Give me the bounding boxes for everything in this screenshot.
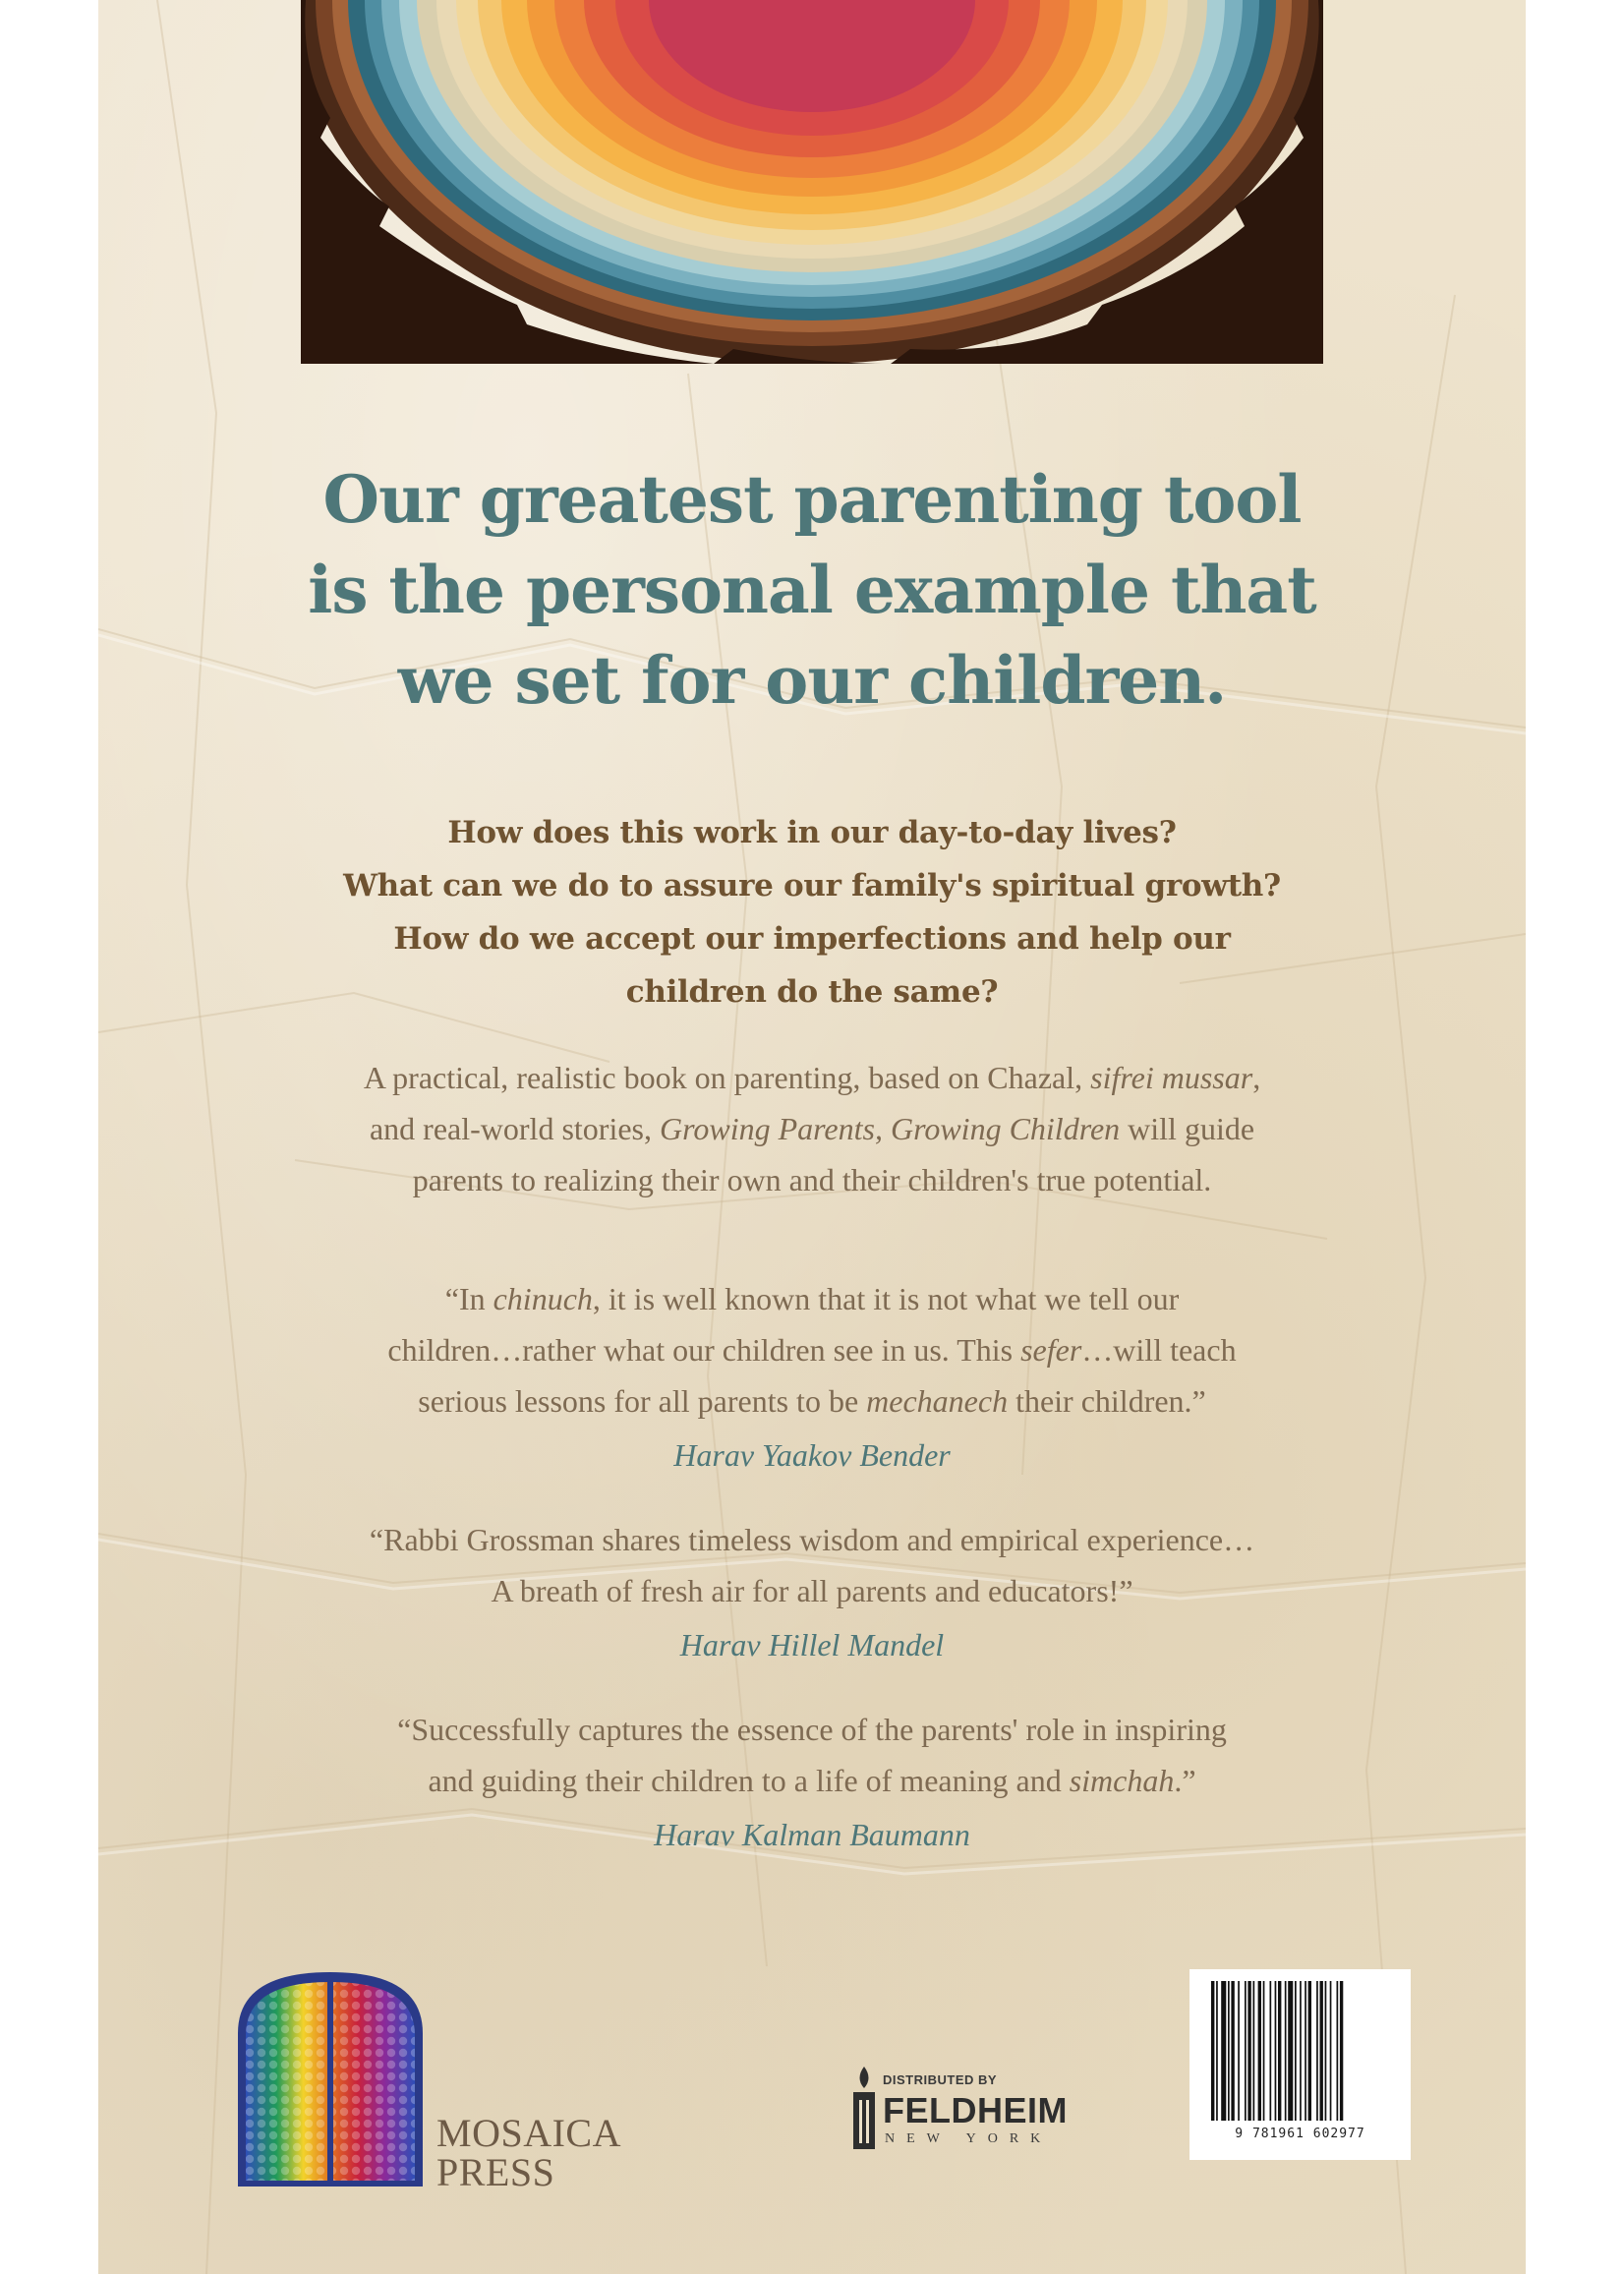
question-line-1: How does this work in our day-to-day lives? — [447, 815, 1177, 850]
endorsement-author: Harav Kalman Baumann — [654, 1817, 970, 1852]
distributor-name: FELDHEIM — [883, 2090, 1068, 2130]
endorsement-line: children…rather what our children see in us. This sefer…will teach — [387, 1332, 1237, 1368]
endorsement-line: A breath of fresh air for all parents and educators!” — [491, 1573, 1133, 1608]
book-back-cover — [98, 0, 1526, 2274]
endorsement-author: Harav Hillel Mandel — [679, 1627, 945, 1662]
headline-line-2: is the personal example that — [308, 552, 1316, 628]
publisher-name-line-1: MOSAICA — [436, 2111, 621, 2155]
endorsement-line: and guiding their children to a life of meaning and simchah.” — [428, 1763, 1196, 1798]
barcode-number: 9 781961 602977 — [1235, 2127, 1365, 2141]
description-line-2: and real-world stories, Growing Parents, Growing Children will guide — [369, 1111, 1255, 1146]
endorsement-line: serious lessons for all parents to be mechanech their children.” — [418, 1383, 1206, 1419]
mosaica-press-logo — [232, 1964, 429, 2190]
barcode-bars — [1209, 1981, 1391, 2121]
tree-ring-illustration — [301, 0, 1323, 364]
headline-line-3: we set for our children. — [397, 642, 1227, 719]
mosaica-press-wordmark — [436, 2111, 621, 2194]
endorsement-line: “In chinuch, it is well known that it is not what we tell our — [444, 1281, 1180, 1316]
question-line-3: How do we accept our imperfections and help our — [393, 921, 1231, 957]
isbn-barcode — [1189, 1969, 1411, 2160]
endorsement-line: “Successfully captures the essence of the parents' role in inspiring — [397, 1712, 1227, 1747]
endorsement-line: “Rabbi Grossman shares timeless wisdom and empirical experience… — [369, 1522, 1255, 1557]
description-line-1: A practical, realistic book on parenting, based on Chazal, sifrei mussar, — [363, 1060, 1261, 1095]
question-line-2: What can we do to assure our family's spiritual growth? — [343, 868, 1281, 904]
publisher-name-line-2: PRESS — [436, 2150, 555, 2194]
flame-icon — [849, 2065, 879, 2151]
headline-line-1: Our greatest parenting tool — [322, 461, 1302, 538]
description-line-3: parents to realizing their own and their children's true potential. — [412, 1162, 1212, 1197]
feldheim-distributor-logo — [849, 2065, 1085, 2153]
endorsement-author: Harav Yaakov Bender — [673, 1437, 951, 1473]
distributed-by-label: DISTRIBUTED BY — [883, 2072, 998, 2087]
distributor-city: NEW YORK — [885, 2131, 1053, 2146]
question-line-4: children do the same? — [625, 974, 999, 1010]
